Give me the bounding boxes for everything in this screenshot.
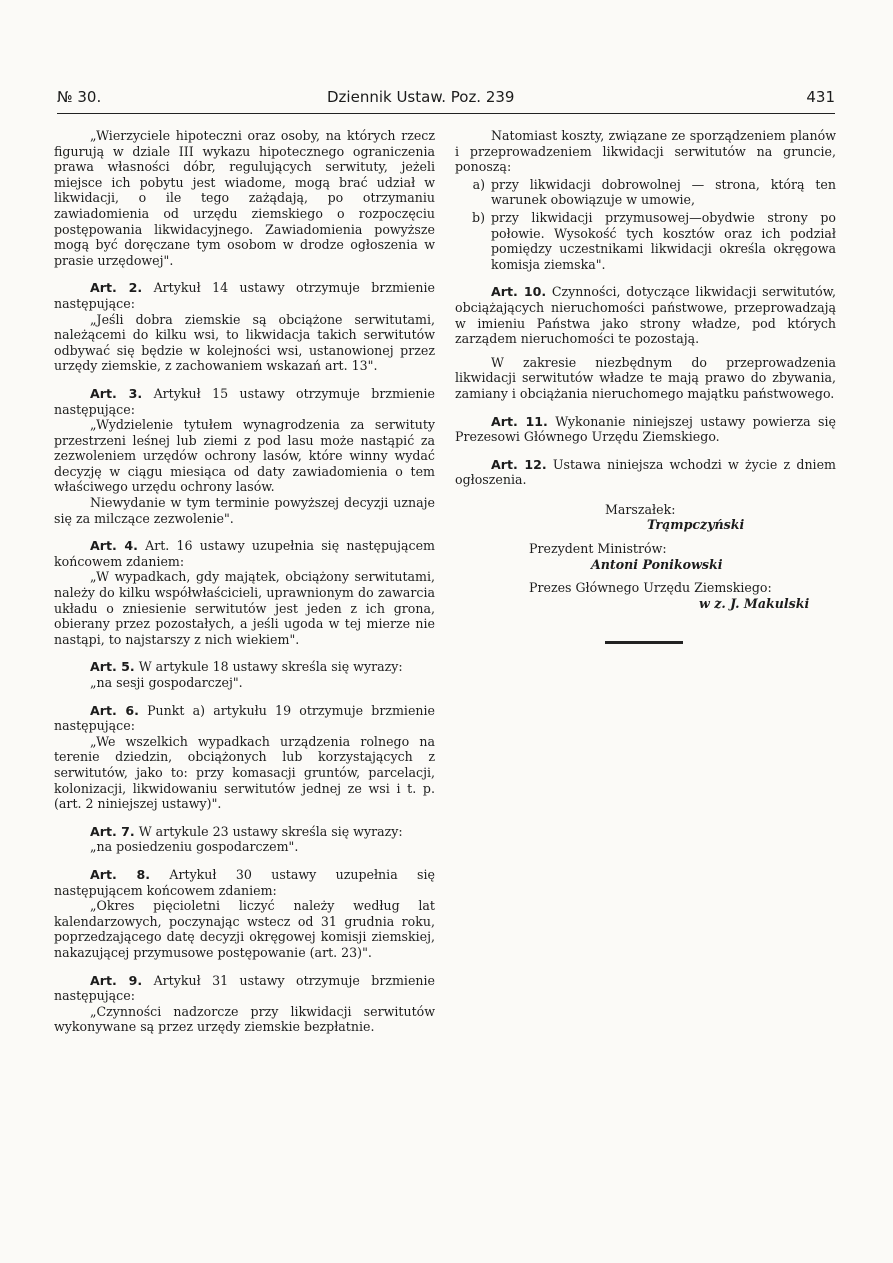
article-label: Art. 8. <box>90 866 151 882</box>
article-5-text: „na sesji gospodarczej". <box>90 675 243 690</box>
list-text: przy likwidacji przymusowej—obydwie strony po połowie. Wysokość tych kosztów oraz ich podział pomiędzy uczestnikami likwidacji określa okręgowa komisja ziemska". <box>491 209 836 272</box>
article-label: Art. 12. <box>491 456 547 472</box>
article-label: Art. 7. <box>90 823 135 839</box>
article-8-intro: Art. 8. Artykuł 30 ustawy uzupełnia się następującem końcowem zdaniem: <box>54 866 435 898</box>
article-11: Art. 11. Wykonanie niniejszej ustawy powierza się Prezesowi Głównego Urzędu Ziemskiego. <box>455 413 836 445</box>
article-4-text: „W wypadkach, gdy majątek, obciążony serwitutami, należy do kilku współwłaścicieli, uprawnionym do zawarcia układu o zniesienie serwitutów jest jeden z ich grona, obierany przez pozostałych, a jeśli ugoda w tej mierze nie nastąpi, to najstarszy z nich wiekiem". <box>54 569 435 647</box>
article-12: Art. 12. Ustawa niniejsza wchodzi w życie z dniem ogłoszenia. <box>455 456 836 488</box>
signature-block <box>529 580 836 611</box>
article-9-intro: Art. 9. Artykuł 31 ustawy otrzymuje brzmienie następujące: <box>54 972 435 1004</box>
list-text: przy likwidacji dobrowolnej — strona, którą ten warunek obowiązuje w umowie, <box>491 176 836 208</box>
page-number: 431 <box>806 88 835 106</box>
article-10: Art. 10. Czynności, dotyczące likwidacji serwitutów, obciążających nieruchomości państwowe, przeprowadzają w imieniu Państwa jako strony władze, pod których zarządem nieruchomości te pozostają. <box>455 284 836 347</box>
article-4-intro: Art. 4. Art. 16 ustawy uzupełnia się następującem końcowem zdaniem: <box>54 538 435 569</box>
article-5-intro: Art. 5. W artykule 18 ustawy skreśla się wyrazy: <box>90 659 403 675</box>
article-label: Art. 5. <box>90 659 135 675</box>
paragraph: Natomiast koszty, związane ze sporządzeniem planów i przeprowadzeniem likwidacji serwitutów na gruncie, ponoszą: <box>455 128 836 175</box>
list-marker: a) <box>472 176 485 192</box>
article-label: Art. 2. <box>90 280 143 296</box>
signature-title: Prezes Głównego Urzędu Ziemskiego: <box>529 580 772 596</box>
end-rule <box>605 641 683 644</box>
article-7-text: „na posiedzeniu gospodarczem". <box>90 839 299 855</box>
signature-name: Trąmpczyński <box>647 517 745 533</box>
article-8-text: „Okres pięcioletni liczyć należy według lat kalendarzowych, poczynając wstecz od 31 grudnia roku, poprzedzającego datę decyzji okręgowej komisji ziemskiej, nakazującej przymusowe postępowanie (art. 23)". <box>54 898 435 960</box>
article-2-intro: Art. 2. Artykuł 14 ustawy otrzymuje brzmienie następujące: <box>54 280 435 311</box>
list-marker: b) <box>472 209 485 225</box>
article-10-text-2: W zakresie niezbędnym do przeprowadzenia likwidacji serwitutów władze te mają prawo do zbywania, zamiany i obciążania nieruchomego majątku państwowego. <box>455 354 836 401</box>
article-3-text: „Wydzielenie tytułem wynagrodzenia za serwituty przestrzeni leśnej lub ziemi z pod lasu może nastąpić za zezwoleniem urzędów ochrony lasów, które winny wydać decyzję w ciągu miesiąca od daty zawiadomienia o tem właściwego urzędu ochrony lasów. <box>54 417 435 495</box>
header-rule <box>57 113 835 114</box>
article-label: Art. 10. <box>491 284 547 300</box>
article-label: Art. 9. <box>90 972 143 988</box>
signature-block <box>605 502 836 533</box>
signatures <box>455 502 836 612</box>
article-3-intro: Art. 3. Artykuł 15 ustawy otrzymuje brzmienie następujące: <box>54 385 435 417</box>
list-item <box>455 210 836 272</box>
article-7-intro: Art. 7. W artykule 23 ustawy skreśla się wyrazy: <box>90 823 403 839</box>
signature-block <box>529 541 836 572</box>
article-label: Art. 3. <box>90 385 143 401</box>
journal-title: Dziennik Ustaw. Poz. 239 <box>327 88 515 106</box>
article-label: Art. 11. <box>491 413 548 429</box>
paragraph: „Wierzyciele hipoteczni oraz osoby, na których rzecz figurują w dziale III wykazu hipotecznego ograniczenia prawa własności dóbr, regulujących serwituty, jeżeli miejsce ich pobytu jest wiadome, mogą brać udział w likwidacji, o ile tego zażądają, po otrzymaniu zawiadomienia od urzędu ziemskiego o rozpoczęciu postępowania likwidacyjnego. Zawiadomienia powyższe mogą być doręczane tym osobom w drodze ogłoszenia w prasie urzędowej". <box>54 128 435 268</box>
list-item <box>455 177 836 208</box>
right-column <box>455 128 836 644</box>
left-column <box>54 128 435 1035</box>
article-6-intro: Art. 6. Punkt a) artykułu 19 otrzymuje brzmienie następujące: <box>54 702 435 734</box>
article-6-text: „We wszelkich wypadkach urządzenia rolnego na terenie dziedzin, obciążonych lub korzystających z serwitutów, jako to: przy komasacji gruntów, parcelacji, kolonizacji, likwidowaniu serwitutów jednej ze wsi i t. p. (art. 2 niniejszej ustawy)". <box>54 733 435 812</box>
issue-number: № 30. <box>57 88 102 106</box>
signature-name: Antoni Ponikowski <box>591 556 723 572</box>
article-label: Art. 6. <box>90 702 139 718</box>
article-3-text-2: Niewydanie w tym terminie powyższej decyzji uznaje się za milczące zezwolenie". <box>54 495 435 526</box>
article-2-text: „Jeśli dobra ziemskie są obciążone serwitutami, należącemi do kilku wsi, to likwidacja takich serwitutów odbywać się będzie w kolejności wsi, ustanowionej przez urzędy ziemskie, z zachowaniem wskazań art. 13". <box>54 311 435 374</box>
page-header <box>57 88 835 112</box>
article-9-text: „Czynności nadzorcze przy likwidacji serwitutów wykonywane są przez urzędy ziemskie bezpłatnie. <box>54 1003 435 1035</box>
signature-title: Prezydent Ministrów: <box>529 541 667 557</box>
signature-name: w z. J. Makulski <box>699 595 810 611</box>
signature-title: Marszałek: <box>605 501 676 517</box>
article-label: Art. 4. <box>90 538 138 554</box>
